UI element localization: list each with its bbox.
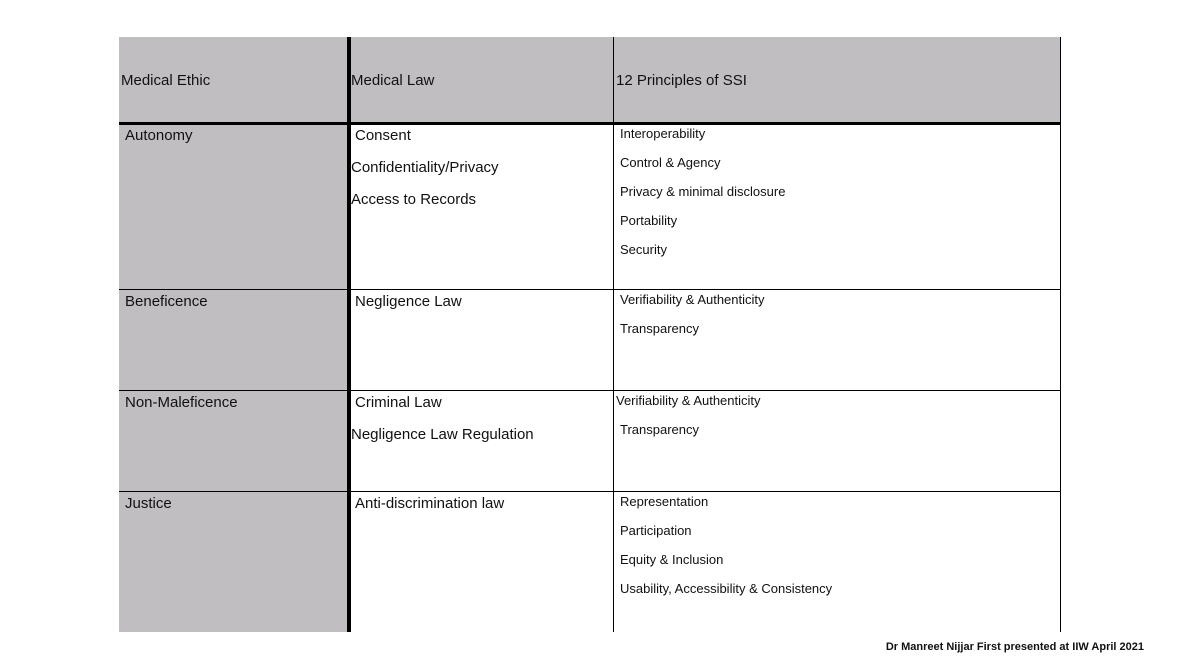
law-item: Consent — [355, 127, 411, 144]
ethic-column-background — [119, 123, 349, 632]
principle-item: Representation — [620, 494, 709, 509]
ethic-non-maleficence: Non-Maleficence — [125, 394, 238, 411]
principle-item: Usability, Accessibility & Consistency — [620, 581, 833, 596]
principle-item: Transparency — [620, 321, 699, 336]
ethic-justice: Justice — [125, 495, 172, 512]
principle-item: Participation — [620, 523, 692, 538]
ethic-autonomy: Autonomy — [125, 127, 193, 144]
footer-credit: Dr Manreet Nijjar First presented at IIW April 2021 — [885, 641, 1144, 653]
principle-item: Verifiability & Authenticity — [620, 292, 765, 307]
law-item: Confidentiality/Privacy — [351, 159, 499, 176]
law-item: Criminal Law — [355, 394, 442, 411]
header-ssi-principles: 12 Principles of SSI — [616, 72, 747, 89]
row-divider — [119, 289, 1061, 290]
law-item: Anti-discrimination law — [355, 495, 505, 512]
principle-item: Portability — [620, 213, 678, 228]
row-divider — [119, 491, 1061, 492]
principle-item: Security — [620, 242, 667, 257]
header-band — [119, 37, 1061, 123]
row-divider — [119, 390, 1061, 391]
ethics-law-ssi-table — [119, 37, 1061, 632]
header-divider — [119, 122, 1061, 125]
ethic-beneficence: Beneficence — [125, 293, 208, 310]
ethic-law-divider — [347, 37, 351, 632]
header-medical-ethic: Medical Ethic — [121, 72, 211, 89]
principle-item: Transparency — [620, 422, 699, 437]
law-item: Negligence Law — [355, 293, 462, 310]
header-medical-law: Medical Law — [351, 72, 435, 89]
law-principles-divider — [613, 37, 614, 632]
table-right-border — [1060, 37, 1061, 632]
principle-item: Control & Agency — [620, 155, 721, 170]
law-item: Negligence Law Regulation — [351, 426, 534, 443]
principle-item: Privacy & minimal disclosure — [620, 184, 786, 199]
law-item: Access to Records — [351, 191, 477, 208]
principle-item: Equity & Inclusion — [620, 552, 724, 567]
principle-item: Verifiability & Authenticity — [616, 393, 761, 408]
principle-item: Interoperability — [620, 126, 706, 141]
